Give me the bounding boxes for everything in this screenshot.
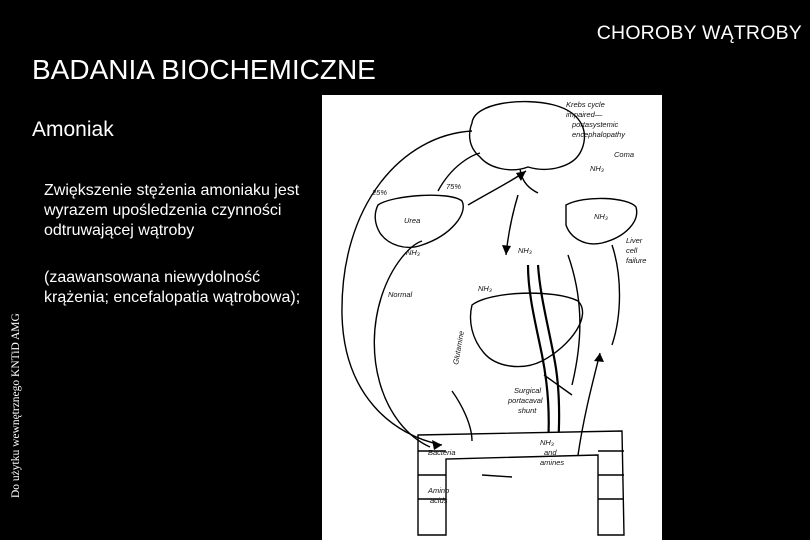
- label-cell: cell: [626, 246, 638, 255]
- label-surgical: Surgical: [514, 386, 542, 395]
- label-urea: Urea: [404, 216, 421, 225]
- label-krebs: Krebs cycle: [566, 100, 605, 109]
- label-25pct: 25%: [372, 188, 388, 197]
- internal-use-note: Do użytku wewnętrznego KNTiD AMG: [10, 313, 22, 498]
- label-glutamine: Glutamine: [451, 330, 466, 366]
- label-liver: Liver: [626, 236, 643, 245]
- label-acids: acids: [430, 496, 448, 505]
- label-coma: Coma: [614, 150, 635, 159]
- label-nh3-mid: NH₃: [518, 246, 532, 255]
- label-portacaval: portacaval: [508, 396, 543, 405]
- label-75pct: 75%: [446, 182, 462, 191]
- label-nh3-small: NH₃: [478, 284, 492, 293]
- liver-central: [471, 293, 583, 366]
- label-bacteria: Bacteria: [428, 448, 456, 457]
- label-and: and: [544, 448, 557, 457]
- ammonia-metabolism-diagram: [322, 95, 662, 540]
- paragraph-conditions: (zaawansowana niewydolność krążenia; encefalopatia wątrobowa);: [44, 269, 301, 306]
- section-title: CHOROBY WĄTROBY: [596, 22, 802, 44]
- diagram-drawing: [322, 95, 662, 540]
- label-failure: failure: [626, 256, 647, 265]
- label-portasystemic: portasystemic: [572, 120, 619, 129]
- slide-subtitle: Amoniak: [32, 118, 114, 141]
- label-impaired: impaired—: [566, 110, 603, 119]
- colon-shape: [418, 431, 624, 535]
- label-encephalopathy: encephalopathy: [572, 130, 625, 139]
- label-nh3-bottom: NH₃: [540, 438, 554, 447]
- paragraph-ammonia-increase: Zwiększenie stężenia amoniaku jest wyrazem upośledzenia czynności odtruwającej wątroby: [44, 182, 300, 239]
- label-nh3-right: NH₃: [594, 212, 608, 221]
- label-amino: Amino: [428, 486, 450, 495]
- label-normal: Normal: [388, 290, 413, 299]
- label-nh3-left: NH₃: [406, 248, 420, 257]
- label-nh3-top: NH₃: [590, 164, 604, 173]
- slide-title: BADANIA BIOCHEMICZNE: [32, 54, 376, 85]
- label-shunt: shunt: [518, 406, 537, 415]
- label-amines: amines: [540, 458, 565, 467]
